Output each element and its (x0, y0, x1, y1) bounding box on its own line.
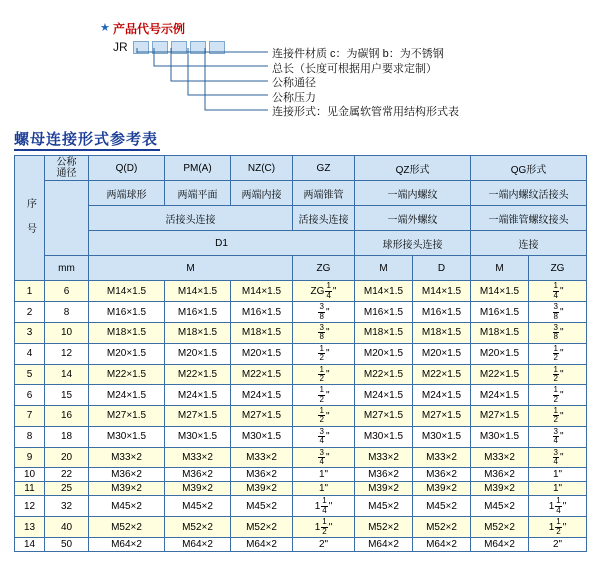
cell-thread-gz: $\frac{3}{8}$ " (293, 302, 355, 323)
cell-qg-zg: $\frac{3}{8}$ " (529, 302, 587, 323)
cell-thread-qd: M45×2 (89, 496, 165, 517)
table-row (15, 343, 587, 364)
cell-thread-pma: M20×1.5 (165, 343, 231, 364)
cell-thread-nzc: M30×1.5 (231, 426, 293, 447)
cell-qg-m: M64×2 (471, 537, 529, 551)
header-group-desc-qz: 一端内螺纹 (355, 181, 471, 206)
cell-qg-m: M36×2 (471, 468, 529, 482)
cell-thread-pma: M27×1.5 (165, 406, 231, 427)
cell-qg-m: M16×1.5 (471, 302, 529, 323)
cell-qz-m: M14×1.5 (355, 281, 413, 302)
legend-label-nominal-diameter: 公称通径 (272, 77, 316, 90)
cell-thread-nzc: M52×2 (231, 517, 293, 538)
cell-qz-d: M18×1.5 (413, 322, 471, 343)
cell-thread-nzc: M27×1.5 (231, 406, 293, 427)
cell-thread-gz: $\frac{1}{2}$ " (293, 364, 355, 385)
cell-thread-gz: $\frac{3}{4}$ " (293, 447, 355, 468)
header-seq-text: 序 号 (24, 198, 36, 236)
cell-nominal-diameter: 22 (45, 468, 89, 482)
cell-qz-m: M24×1.5 (355, 385, 413, 406)
cell-thread-qd: M36×2 (89, 468, 165, 482)
cell-qg-zg: 1" (529, 468, 587, 482)
cell-thread-pma: M30×1.5 (165, 426, 231, 447)
cell-seq: 2 (15, 302, 45, 323)
cell-nominal-diameter: 50 (45, 537, 89, 551)
cell-qg-m: M22×1.5 (471, 364, 529, 385)
cell-thread-pma: M39×2 (165, 482, 231, 496)
cell-seq: 4 (15, 343, 45, 364)
cell-qg-zg: 1" (529, 482, 587, 496)
header-group-desc-pma: 两端平面 (165, 181, 231, 206)
header-unit-zg: ZG (293, 256, 355, 281)
cell-qg-m: M18×1.5 (471, 322, 529, 343)
cell-qz-d: M14×1.5 (413, 281, 471, 302)
cell-qz-d: M30×1.5 (413, 426, 471, 447)
table-row (15, 364, 587, 385)
cell-qg-m: M14×1.5 (471, 281, 529, 302)
cell-thread-nzc: M18×1.5 (231, 322, 293, 343)
cell-qz-m: M30×1.5 (355, 426, 413, 447)
cell-qz-m: M45×2 (355, 496, 413, 517)
table-header-row (15, 181, 587, 206)
cell-thread-pma: M52×2 (165, 517, 231, 538)
cell-seq: 10 (15, 468, 45, 482)
cell-qz-m: M39×2 (355, 482, 413, 496)
cell-qg-m: M45×2 (471, 496, 529, 517)
cell-qg-zg: 2" (529, 537, 587, 551)
table-row (15, 281, 587, 302)
cell-thread-qd: M33×2 (89, 447, 165, 468)
cell-thread-pma: M18×1.5 (165, 322, 231, 343)
cell-thread-qd: M27×1.5 (89, 406, 165, 427)
cell-qg-zg: $\frac{3}{4}$ " (529, 426, 587, 447)
header-group-code-nzc: NZ(C) (231, 156, 293, 181)
table-row (15, 496, 587, 517)
cell-thread-gz: 1" (293, 468, 355, 482)
legend-label-connection-type: 连接形式：见金属软管常用结构形式表 (272, 106, 459, 119)
cell-qg-zg: $\frac{1}{2}$ " (529, 385, 587, 406)
cell-thread-gz: $\frac{1}{2}$ " (293, 343, 355, 364)
cell-thread-qd: M22×1.5 (89, 364, 165, 385)
cell-qz-d: M22×1.5 (413, 364, 471, 385)
cell-qz-d: M20×1.5 (413, 343, 471, 364)
cell-seq: 6 (15, 385, 45, 406)
header-group-desc-gz: 两端锥管 (293, 181, 355, 206)
cell-thread-qd: M39×2 (89, 482, 165, 496)
cell-seq: 7 (15, 406, 45, 427)
cell-thread-pma: M45×2 (165, 496, 231, 517)
cell-qz-m: M22×1.5 (355, 364, 413, 385)
cell-qg-m: M27×1.5 (471, 406, 529, 427)
cell-qg-zg: $\frac{1}{2}$ " (529, 343, 587, 364)
table-row (15, 447, 587, 468)
table-row (15, 406, 587, 427)
cell-seq: 5 (15, 364, 45, 385)
cell-nominal-diameter: 18 (45, 426, 89, 447)
cell-thread-nzc: M24×1.5 (231, 385, 293, 406)
cell-seq: 12 (15, 496, 45, 517)
cell-nominal-diameter: 16 (45, 406, 89, 427)
header-nominal-line1: 公称 (56, 157, 77, 168)
legend-label-total-length: 总长（长度可根据用户要求定制） (272, 62, 437, 75)
cell-thread-nzc: M14×1.5 (231, 281, 293, 302)
cell-thread-pma: M14×1.5 (165, 281, 231, 302)
cell-seq: 3 (15, 322, 45, 343)
cell-qz-m: M33×2 (355, 447, 413, 468)
header-group-desc-nzc: 两端内接 (231, 181, 293, 206)
cell-thread-gz: 1" (293, 482, 355, 496)
cell-nominal-diameter: 15 (45, 385, 89, 406)
legend-label-nominal-pressure: 公称压力 (272, 91, 316, 104)
cell-thread-qd: M18×1.5 (89, 322, 165, 343)
cell-thread-qd: M20×1.5 (89, 343, 165, 364)
cell-nominal-diameter: 32 (45, 496, 89, 517)
header-group-code-qg: QG形式 (471, 156, 587, 181)
table-row (15, 537, 587, 551)
cell-qz-d: M36×2 (413, 468, 471, 482)
cell-thread-gz: ZG $\frac{1}{4}$ " (293, 281, 355, 302)
cell-thread-gz: $\frac{1}{2}$ " (293, 406, 355, 427)
cell-qz-d: M33×2 (413, 447, 471, 468)
cell-thread-gz: $\frac{3}{8}$ " (293, 322, 355, 343)
cell-thread-gz: 1 $\frac{1}{4}$ " (293, 496, 355, 517)
cell-thread-nzc: M36×2 (231, 468, 293, 482)
table-header-row (15, 256, 587, 281)
cell-thread-pma: M22×1.5 (165, 364, 231, 385)
cell-thread-qd: M30×1.5 (89, 426, 165, 447)
cell-qg-zg: $\frac{3}{8}$ " (529, 322, 587, 343)
header-group-code-gz: GZ (293, 156, 355, 181)
cell-qg-m: M24×1.5 (471, 385, 529, 406)
cell-thread-pma: M64×2 (165, 537, 231, 551)
cell-thread-qd: M16×1.5 (89, 302, 165, 323)
header-row4-qz: 球形接头连接 (355, 231, 471, 256)
cell-thread-nzc: M64×2 (231, 537, 293, 551)
table-row (15, 482, 587, 496)
cell-qg-m: M39×2 (471, 482, 529, 496)
cell-thread-nzc: M39×2 (231, 482, 293, 496)
header-group-desc-qd: 两端球形 (89, 181, 165, 206)
header-unit-mm: mm (45, 256, 89, 281)
cell-qz-m: M64×2 (355, 537, 413, 551)
header-unit-qz-m: M (355, 256, 413, 281)
header-row3-qg: 一端锥管螺纹接头 (471, 206, 587, 231)
header-unit-qg-zg: ZG (529, 256, 587, 281)
legend-title: 产品代号示例 (113, 22, 186, 36)
cell-nominal-diameter: 14 (45, 364, 89, 385)
cell-nominal-diameter: 12 (45, 343, 89, 364)
table-row (15, 517, 587, 538)
cell-qz-m: M18×1.5 (355, 322, 413, 343)
cell-qz-d: M24×1.5 (413, 385, 471, 406)
cell-thread-nzc: M45×2 (231, 496, 293, 517)
legend-label-list (272, 47, 459, 120)
table-row (15, 322, 587, 343)
header-unit-qz-d: D (413, 256, 471, 281)
header-group-code-qd: Q(D) (89, 156, 165, 181)
header-group-code-qz: QZ形式 (355, 156, 471, 181)
table-header-row (15, 156, 587, 181)
cell-qz-d: M52×2 (413, 517, 471, 538)
cell-seq: 8 (15, 426, 45, 447)
cell-thread-pma: M36×2 (165, 468, 231, 482)
header-nominal-blank (45, 181, 89, 256)
cell-thread-gz: $\frac{3}{4}$ " (293, 426, 355, 447)
title-underline (14, 149, 160, 151)
cell-qz-d: M16×1.5 (413, 302, 471, 323)
header-nominal-diameter (45, 156, 89, 181)
table-row (15, 302, 587, 323)
header-row3-left: 活接头连接 (89, 206, 293, 231)
header-unit-m: M (89, 256, 293, 281)
cell-qg-zg: $\frac{1}{2}$ " (529, 406, 587, 427)
cell-nominal-diameter: 10 (45, 322, 89, 343)
cell-thread-nzc: M16×1.5 (231, 302, 293, 323)
cell-seq: 9 (15, 447, 45, 468)
cell-seq: 11 (15, 482, 45, 496)
legend-label-material: 连接件材质 c：为碳钢 b：为不锈钢 (272, 48, 444, 60)
cell-thread-gz: 2" (293, 537, 355, 551)
cell-qz-m: M27×1.5 (355, 406, 413, 427)
cell-qz-d: M27×1.5 (413, 406, 471, 427)
cell-qg-m: M33×2 (471, 447, 529, 468)
cell-qg-m: M30×1.5 (471, 426, 529, 447)
header-d1: D1 (89, 231, 355, 256)
cell-nominal-diameter: 25 (45, 482, 89, 496)
page-title: 螺母连接形式参考表 (14, 131, 159, 148)
cell-qz-d: M39×2 (413, 482, 471, 496)
header-nominal-line2: 通径 (56, 168, 77, 180)
cell-thread-qd: M24×1.5 (89, 385, 165, 406)
cell-nominal-diameter: 40 (45, 517, 89, 538)
cell-qg-zg: 1 $\frac{1}{2}$ " (529, 517, 587, 538)
star-icon: ★ (100, 22, 110, 34)
cell-qg-zg: $\frac{1}{2}$ " (529, 364, 587, 385)
cell-qg-m: M52×2 (471, 517, 529, 538)
table-row (15, 468, 587, 482)
cell-seq: 13 (15, 517, 45, 538)
cell-thread-pma: M33×2 (165, 447, 231, 468)
cell-nominal-diameter: 6 (45, 281, 89, 302)
cell-qg-zg: $\frac{3}{4}$ " (529, 447, 587, 468)
cell-qz-d: M45×2 (413, 496, 471, 517)
cell-qz-m: M52×2 (355, 517, 413, 538)
cell-qz-d: M64×2 (413, 537, 471, 551)
table-row (15, 426, 587, 447)
cell-thread-nzc: M20×1.5 (231, 343, 293, 364)
cell-qz-m: M36×2 (355, 468, 413, 482)
cell-thread-pma: M16×1.5 (165, 302, 231, 323)
header-row3-gz: 活接头连接 (293, 206, 355, 231)
cell-thread-qd: M64×2 (89, 537, 165, 551)
cell-seq: 14 (15, 537, 45, 551)
cell-thread-nzc: M22×1.5 (231, 364, 293, 385)
header-unit-qg-m: M (471, 256, 529, 281)
table-body (15, 281, 587, 552)
table-header-row (15, 231, 587, 256)
cell-seq: 1 (15, 281, 45, 302)
header-group-code-pma: PM(A) (165, 156, 231, 181)
code-prefix: JR (113, 40, 128, 54)
cell-thread-pma: M24×1.5 (165, 385, 231, 406)
cell-nominal-diameter: 20 (45, 447, 89, 468)
cell-qz-m: M20×1.5 (355, 343, 413, 364)
header-row4-qg: 连接 (471, 231, 587, 256)
header-group-desc-qg: 一端内螺纹活接头 (471, 181, 587, 206)
nut-connection-table (14, 155, 587, 552)
header-seq (15, 156, 45, 281)
cell-qz-m: M16×1.5 (355, 302, 413, 323)
cell-thread-qd: M52×2 (89, 517, 165, 538)
cell-qg-zg: 1 $\frac{1}{4}$ " (529, 496, 587, 517)
header-row3-qz: 一端外螺纹 (355, 206, 471, 231)
cell-nominal-diameter: 8 (45, 302, 89, 323)
cell-thread-nzc: M33×2 (231, 447, 293, 468)
product-code-legend (0, 0, 600, 128)
cell-thread-gz: $\frac{1}{2}$ " (293, 385, 355, 406)
cell-thread-gz: 1 $\frac{1}{2}$ " (293, 517, 355, 538)
table-header-row (15, 206, 587, 231)
table-row (15, 385, 587, 406)
cell-thread-qd: M14×1.5 (89, 281, 165, 302)
cell-qg-m: M20×1.5 (471, 343, 529, 364)
cell-qg-zg: $\frac{1}{4}$ " (529, 281, 587, 302)
